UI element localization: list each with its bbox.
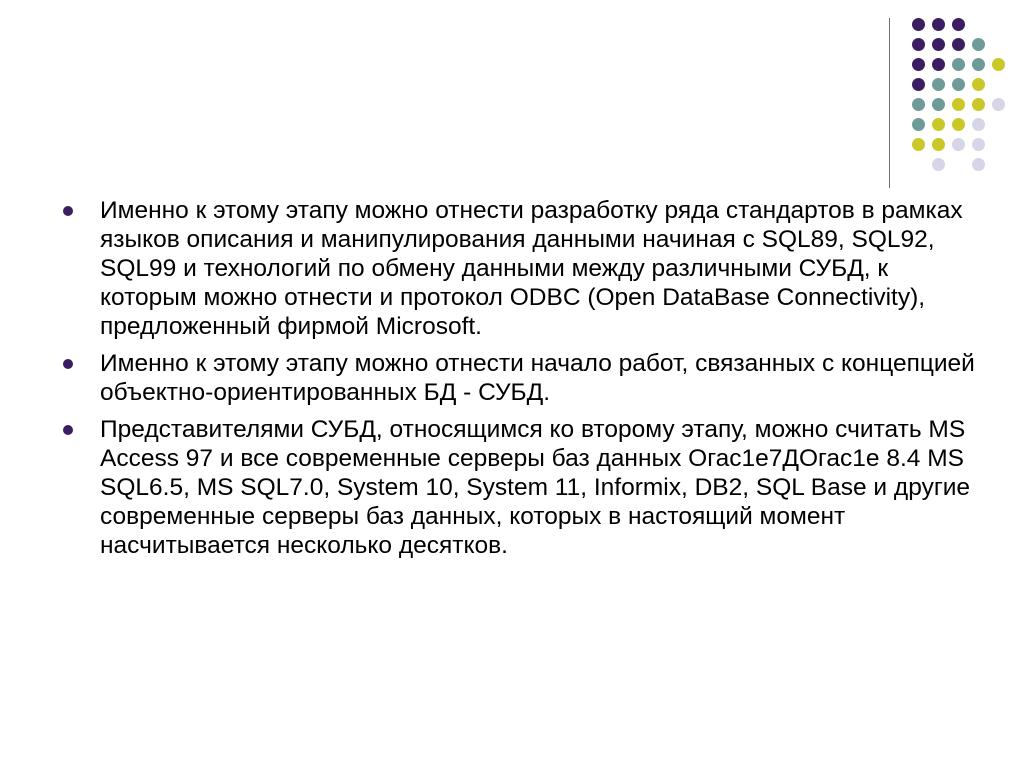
decorative-dot	[932, 78, 945, 91]
decorative-dot	[952, 38, 965, 51]
decorative-dot	[972, 78, 985, 91]
decorative-dot	[952, 118, 965, 131]
decorative-dot	[932, 38, 945, 51]
decorative-dot	[992, 58, 1005, 71]
decorative-dot	[912, 78, 925, 91]
bullet-text: Именно к этому этапу можно отнести разработку ряда стандартов в рамках языков описания и манипулирования данными начиная с SQL89, SQL92, SQL99 и технологий по обмену данными между различными СУБД, к которым можно отнести и протокол ODBC (Open DataBase Connectivity), предложенный фирмой Microsoft.	[100, 197, 963, 340]
decorative-dot	[932, 58, 945, 71]
decorative-dot	[972, 118, 985, 131]
decorative-dot-grid	[905, 15, 1005, 165]
bullet-item-1	[60, 196, 975, 341]
bullet-text: Представителями СУБД, относящимся ко второму этапу, можно считать MS Access 97 и все современные серверы баз данных Огас1е7ДОгас1е 8.4 MS SQL6.5, MS SQL7.0, System 10, System 11, Informix, DB2, SQL Base и другие современные серверы баз данных, которых в настоящий момент насчитывается несколько десятков.	[100, 416, 971, 559]
decorative-dot	[972, 158, 985, 171]
decorative-dot	[912, 18, 925, 31]
decorative-dot	[912, 118, 925, 131]
bullet-item-3	[60, 415, 975, 560]
decorative-dot	[972, 138, 985, 151]
decorative-dot	[992, 98, 1005, 111]
decorative-dot	[972, 38, 985, 51]
decorative-dot	[972, 58, 985, 71]
decorative-dot	[912, 138, 925, 151]
decorative-dot	[932, 98, 945, 111]
decorative-dot	[912, 98, 925, 111]
slide-body	[60, 196, 975, 568]
decorative-divider-line	[889, 18, 890, 188]
decorative-dot	[932, 158, 945, 171]
decorative-dot	[952, 78, 965, 91]
decorative-dot	[952, 98, 965, 111]
bullet-icon	[63, 206, 73, 216]
decorative-dot	[932, 18, 945, 31]
decorative-dot	[932, 118, 945, 131]
decorative-dot	[952, 18, 965, 31]
decorative-dot	[952, 58, 965, 71]
decorative-dot	[952, 138, 965, 151]
bullet-icon	[63, 359, 73, 369]
decorative-dot	[932, 138, 945, 151]
bullet-icon	[63, 425, 73, 435]
decorative-dot	[912, 58, 925, 71]
decorative-dot	[912, 38, 925, 51]
decorative-dot	[972, 98, 985, 111]
bullet-item-2	[60, 349, 975, 407]
bullet-text: Именно к этому этапу можно отнести начало работ, связанных с концепцией объектно-ориентированных БД - СУБД.	[100, 350, 975, 406]
